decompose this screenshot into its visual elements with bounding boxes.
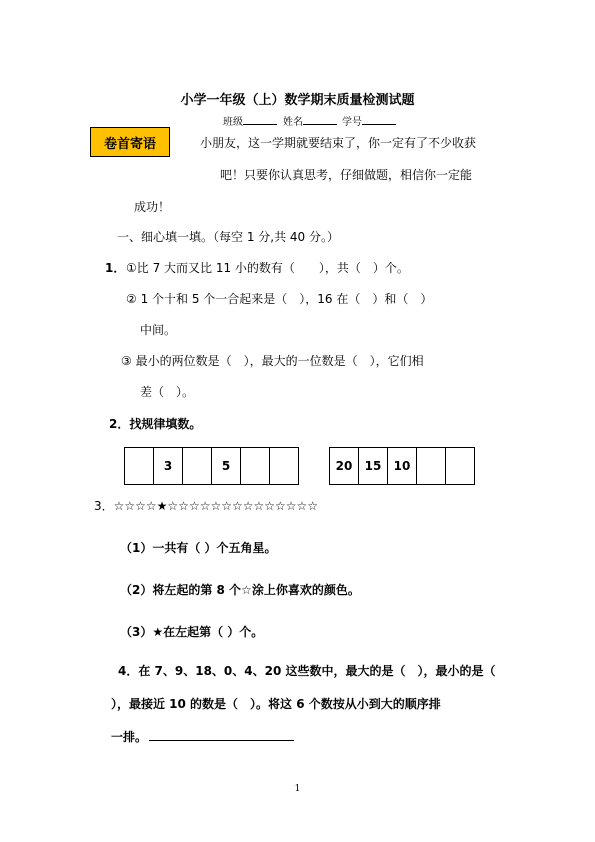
sequence-cell[interactable] [270,448,299,485]
sequence-cell[interactable] [125,448,154,485]
question-3c: （3）★在左起第（ ）个。 [120,625,264,639]
question-1b-line-2: 中间。 [140,323,177,337]
question-3a: （1）一共有（ ）个五角星。 [120,541,277,555]
name-label: 姓名 [283,117,303,128]
question-1c-line-1: ③ 最小的两位数是（ ），最大的一位数是（ ），它们相 [121,354,424,368]
question-4-line-2: ），最接近 10 的数是（ ）。将这 6 个数按从小到大的顺序排 [111,697,441,711]
sequence-cell: 15 [359,448,388,485]
class-label: 班级 [223,117,243,128]
preface-line-1: 小朋友，这一学期就要结束了，你一定有了不少收获 [200,136,477,150]
id-field [342,113,396,128]
sequence-cell: 3 [154,448,183,485]
question-4-line-1: 4．在 7、9、18、0、4、20 这些数中，最大的是（ ），最小的是（ [118,664,496,678]
name-blank[interactable] [303,114,337,125]
class-blank[interactable] [243,114,277,125]
sequence-cell: 5 [212,448,241,485]
page-number: 1 [294,784,301,794]
question-1-number: 1． [105,261,126,275]
sequence-cell: 20 [330,448,359,485]
preface-line-3: 成功！ [134,200,171,214]
class-field [223,113,277,128]
answer-line[interactable] [149,728,294,741]
name-field [283,113,337,128]
sequence-cell: 10 [388,448,417,485]
sequence-cell[interactable] [446,448,475,485]
sequence-cell[interactable] [241,448,270,485]
question-4-line-3 [111,728,294,745]
question-1c-line-2: 差（ ）。 [140,385,195,399]
sequence-cell[interactable] [183,448,212,485]
sequence-table-left [124,447,299,485]
question-1b-line-1: ② 1 个十和 5 个一合起来是（ ），16 在（ ）和（ ） [126,292,433,306]
preface-badge: 卷首寄语 [90,127,170,157]
sequence-cell[interactable] [417,448,446,485]
section-heading: 一、细心填一填。（每空 1 分,共 40 分。） [117,230,339,244]
question-1a: ①比 7 大而又比 11 小的数有（ ），共（ ）个。 [126,261,409,275]
sequence-table-right [329,447,475,485]
question-2: 2．找规律填数。 [109,417,202,431]
question-3b: （2）将左起的第 8 个☆涂上你喜欢的颜色。 [120,583,360,597]
question-3-stars: 3．☆☆☆☆★☆☆☆☆☆☆☆☆☆☆☆☆☆☆ [94,499,319,513]
id-label: 学号 [342,117,362,128]
question-4-line-3-text: 一排。 [111,730,148,744]
preface-line-2: 吧！只要你认真思考，仔细做题，相信你一定能 [220,168,473,182]
page-title: 小学一年级（上）数学期末质量检测试题 [180,93,415,108]
id-blank[interactable] [362,114,396,125]
